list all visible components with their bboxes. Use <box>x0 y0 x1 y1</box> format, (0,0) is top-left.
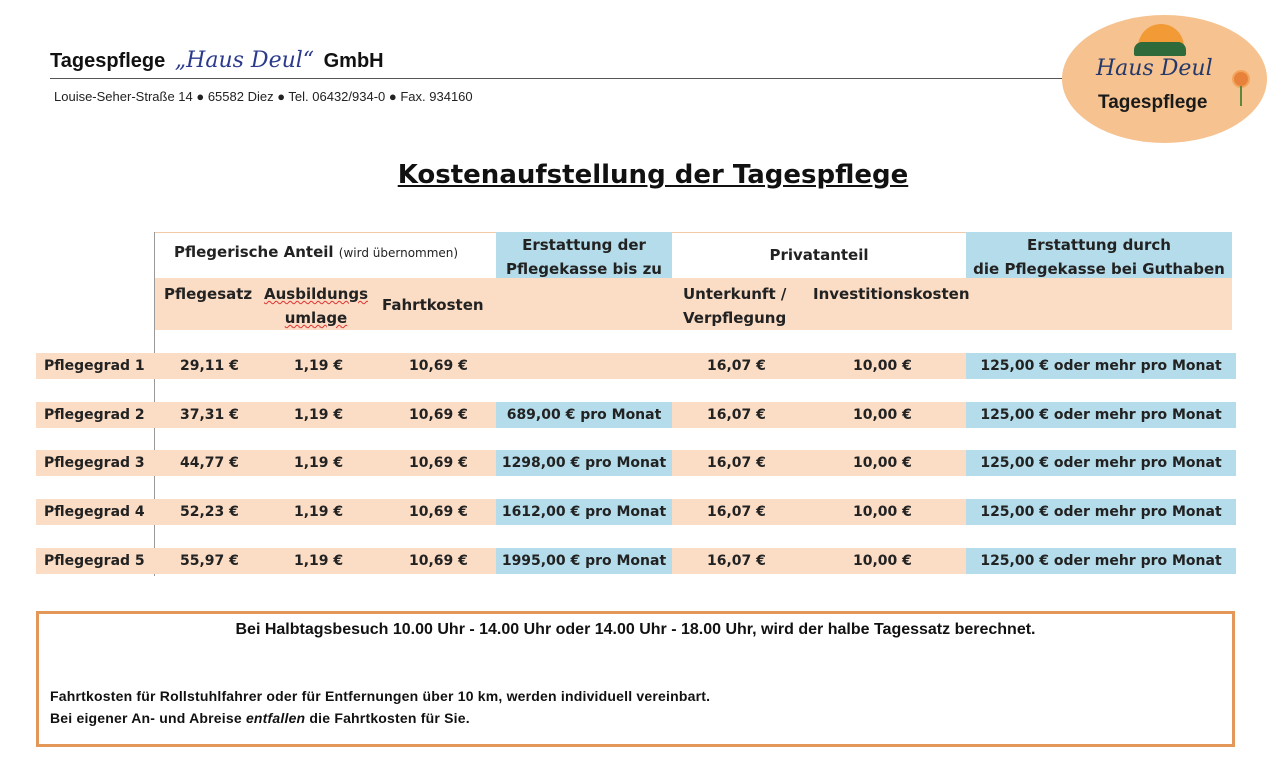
cell-fahrtkosten: 10,69 € <box>409 504 468 520</box>
note-eigene-anreise-emphasis: entfallen <box>245 710 306 726</box>
cell-unterkunft: 16,07 € <box>707 553 766 569</box>
logo-house-icon <box>1134 42 1186 56</box>
group-guthaben-line1: Erstattung durch <box>1027 236 1171 254</box>
cell-pflegegrad: Pflegegrad 4 <box>44 504 145 520</box>
logo-script-text: Haus Deul <box>1096 56 1213 81</box>
cell-unterkunft: 16,07 € <box>707 455 766 471</box>
cell-guthaben: 125,00 € oder mehr pro Monat <box>980 504 1222 520</box>
group-guthaben-line2: die Pflegekasse bei Guthaben <box>973 260 1225 278</box>
group-pflegerisch-label: Pflegerische Anteil <box>174 243 334 261</box>
logo-text: Tagespflege <box>1098 92 1208 113</box>
col-unterkunft-line1: Unterkunft / <box>683 285 787 303</box>
group-pflegerisch-header <box>174 243 458 261</box>
table-row <box>36 353 1236 379</box>
cell-pflegesatz: 37,31 € <box>180 407 239 423</box>
cell-unterkunft: 16,07 € <box>707 358 766 374</box>
cell-fahrtkosten: 10,69 € <box>409 553 468 569</box>
col-ausbildung-line1: Ausbildungs <box>264 285 368 303</box>
cell-investition: 10,00 € <box>853 407 912 423</box>
company-suffix: GmbH <box>323 50 384 72</box>
logo-stem-icon <box>1240 86 1242 106</box>
cell-guthaben: 125,00 € oder mehr pro Monat <box>980 407 1222 423</box>
group-erstattung-line2: Pflegekasse bis zu <box>506 260 662 278</box>
company-script-name: „Haus Deul“ <box>174 48 315 73</box>
company-address: Louise-Seher-Straße 14 ● 65582 Diez ● Tel. 06432/934-0 ● Fax. 934160 <box>54 89 473 104</box>
group-privat-header: Privatanteil <box>769 246 869 264</box>
cell-guthaben: 125,00 € oder mehr pro Monat <box>980 358 1222 374</box>
cell-pflegegrad: Pflegegrad 2 <box>44 407 145 423</box>
cell-fahrtkosten: 10,69 € <box>409 358 468 374</box>
cell-ausbildungsumlage: 1,19 € <box>294 455 344 471</box>
note-fahrtkosten: Fahrtkosten für Rollstuhlfahrer oder für Entfernungen über 10 km, werden individuell vereinbart. <box>50 688 711 704</box>
note-eigene-anreise-part1: Bei eigener An- und Abreise <box>50 710 246 726</box>
page-title: Kostenaufstellung der Tagespflege <box>397 160 909 190</box>
cell-ausbildungsumlage: 1,19 € <box>294 553 344 569</box>
group-erstattung-line1: Erstattung der <box>522 236 646 254</box>
cell-investition: 10,00 € <box>853 358 912 374</box>
company-name <box>50 48 384 73</box>
col-unterkunft-line2: Verpflegung <box>683 309 787 327</box>
group-pflegerisch-note: (wird übernommen) <box>338 246 459 260</box>
cell-fahrtkosten: 10,69 € <box>409 455 468 471</box>
cell-pflegegrad: Pflegegrad 1 <box>44 358 145 374</box>
col-unterkunft-header <box>683 282 786 330</box>
cell-ausbildungsumlage: 1,19 € <box>294 407 344 423</box>
cell-ausbildungsumlage: 1,19 € <box>294 504 344 520</box>
cell-erstattung <box>496 353 672 379</box>
cell-erstattung: 1298,00 € pro Monat <box>501 455 667 471</box>
cell-pflegesatz: 44,77 € <box>180 455 239 471</box>
cell-unterkunft: 16,07 € <box>707 504 766 520</box>
col-investition-header: Investitionskosten <box>813 285 970 303</box>
cell-guthaben: 125,00 € oder mehr pro Monat <box>980 553 1222 569</box>
cell-pflegesatz: 52,23 € <box>180 504 239 520</box>
col-ausbildung-line2: umlage <box>284 309 348 327</box>
cell-pflegesatz: 29,11 € <box>180 358 239 374</box>
cell-investition: 10,00 € <box>853 504 912 520</box>
table-row <box>36 402 1236 428</box>
cell-fahrtkosten: 10,69 € <box>409 407 468 423</box>
company-prefix: Tagespflege <box>50 50 166 72</box>
cell-investition: 10,00 € <box>853 553 912 569</box>
cell-pflegegrad: Pflegegrad 5 <box>44 553 145 569</box>
table-row <box>36 499 1236 525</box>
header-divider <box>50 78 1090 79</box>
cell-erstattung: 689,00 € pro Monat <box>506 407 662 423</box>
cell-pflegegrad: Pflegegrad 3 <box>44 455 145 471</box>
cell-investition: 10,00 € <box>853 455 912 471</box>
group-erstattung-header <box>496 233 672 281</box>
note-eigene-anreise-part2: die Fahrtkosten für Sie. <box>305 710 470 726</box>
col-pflegesatz-header: Pflegesatz <box>164 285 253 303</box>
group-guthaben-header <box>966 233 1232 281</box>
table-row <box>36 450 1236 476</box>
note-eigene-anreise <box>50 710 470 726</box>
table-row <box>36 548 1236 574</box>
cell-pflegesatz: 55,97 € <box>180 553 239 569</box>
col-fahrtkosten-header: Fahrtkosten <box>382 296 484 314</box>
col-ausbildung-header <box>262 282 370 330</box>
cell-guthaben: 125,00 € oder mehr pro Monat <box>980 455 1222 471</box>
note-halbtag: Bei Halbtagsbesuch 10.00 Uhr - 14.00 Uhr oder 14.00 Uhr - 18.00 Uhr, wird der halbe Tagessatz berechnet. <box>235 621 1036 638</box>
cell-ausbildungsumlage: 1,19 € <box>294 358 344 374</box>
cell-erstattung: 1612,00 € pro Monat <box>501 504 667 520</box>
cell-unterkunft: 16,07 € <box>707 407 766 423</box>
cell-erstattung: 1995,00 € pro Monat <box>501 553 667 569</box>
